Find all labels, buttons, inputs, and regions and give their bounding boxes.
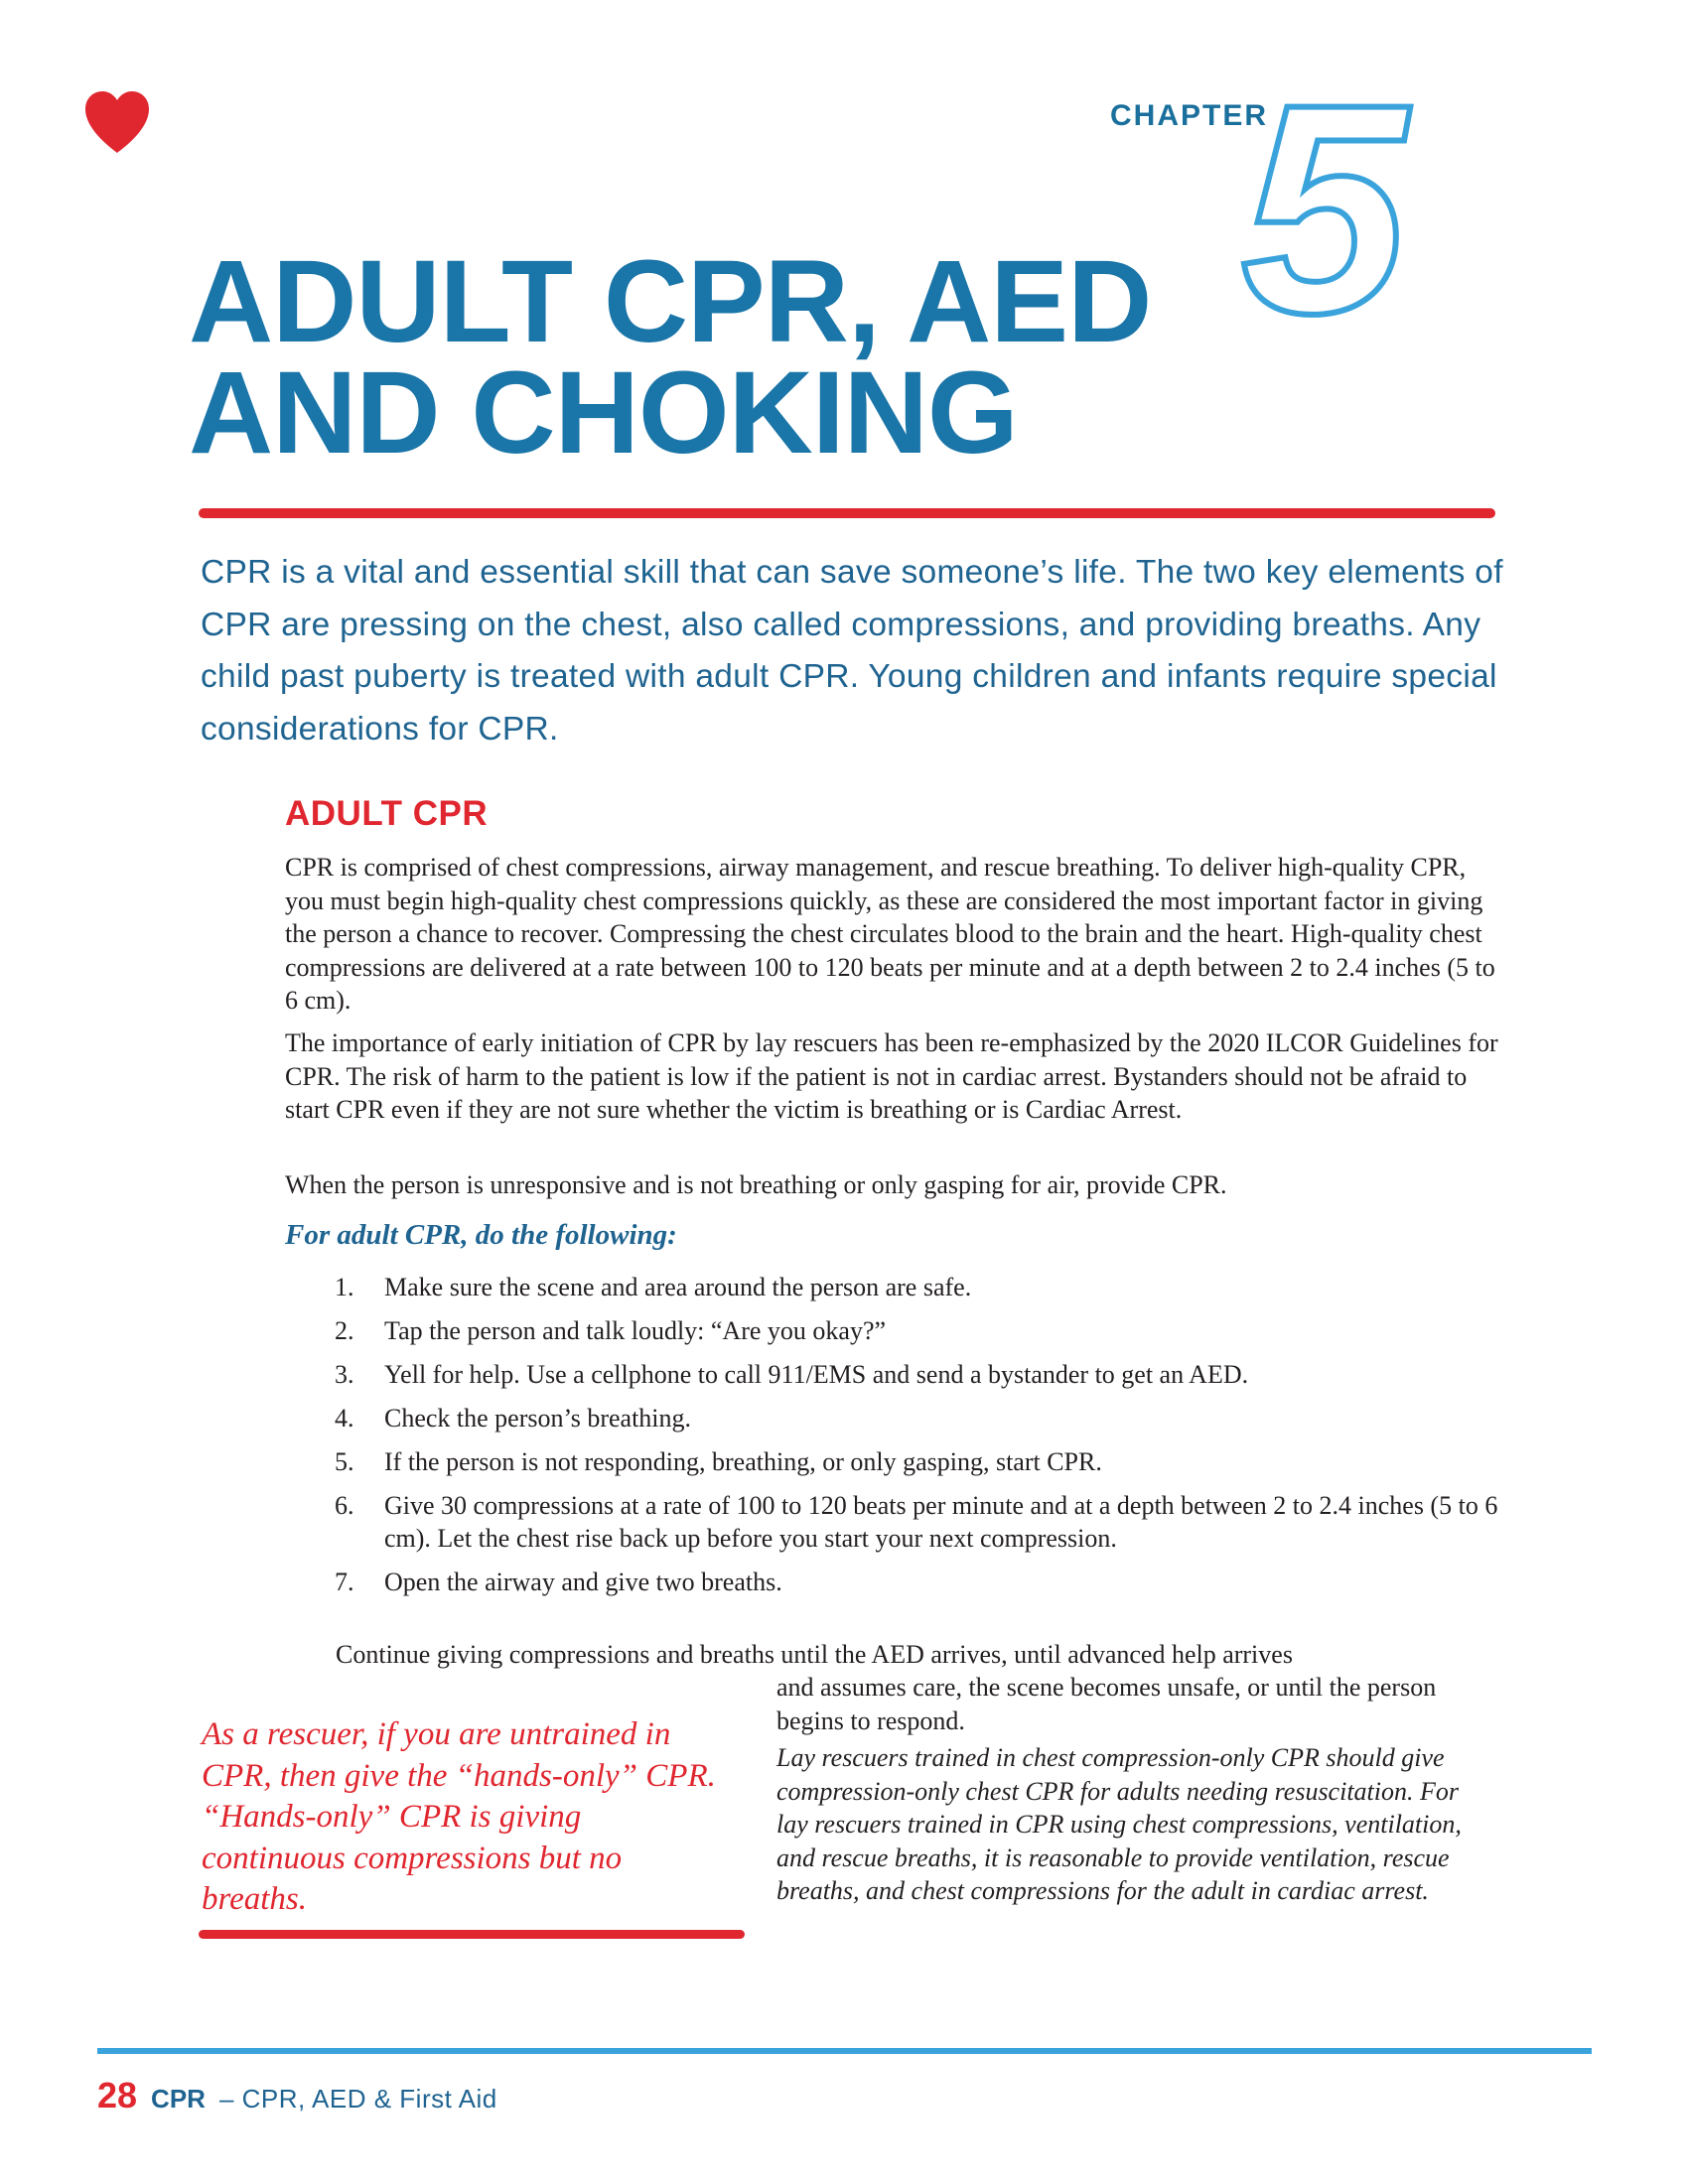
title-line-2: AND CHOKING	[189, 347, 1018, 478]
lay-rescuer-note: Lay rescuers trained in chest compression-only CPR should give compression-only chest CPR for adults needing resuscitation. For lay rescuers trained in CPR using chest compressions, ventilation, and rescue breaths, it is reasonable to provide ventilation, rescue breaths, and chest compressions for the adult in cardiac arrest.	[776, 1743, 1462, 1905]
list-item	[335, 1271, 1501, 1303]
step-number: 6.	[335, 1491, 354, 1520]
step-number: 4.	[335, 1404, 354, 1433]
step-text: Tap the person and talk loudly: “Are you okay?”	[384, 1316, 887, 1345]
callout-divider	[199, 1930, 745, 1939]
paragraph-3: When the person is unresponsive and is not breathing or only gasping for air, provide CPR.	[285, 1170, 1227, 1199]
chapter-number: 5	[1241, 42, 1407, 375]
title-divider	[199, 508, 1495, 518]
section-heading: ADULT CPR	[285, 794, 489, 833]
footer-brand: CPR	[151, 2084, 206, 2114]
footer-divider	[97, 2048, 1592, 2054]
heart-icon	[81, 89, 153, 155]
chapter-label: CHAPTER	[1110, 99, 1269, 132]
steps-heading: For adult CPR, do the following:	[285, 1219, 677, 1251]
list-item	[335, 1566, 1501, 1598]
intro-paragraph: CPR is a vital and essential skill that can save someone’s life. The two key elements of CPR are pressing on the chest, also called compressions, and providing breaths. Any child past puberty is treated with adult CPR. Young children and infants require special considerations for CPR.	[201, 554, 1503, 748]
page-footer	[97, 2075, 497, 2116]
list-item	[335, 1445, 1501, 1478]
paragraph-1: CPR is comprised of chest compressions, airway management, and rescue breathing. To deliver high-quality CPR, you must begin high-quality chest compressions quickly, as these are considered the most important factor in giving the person a chance to recover. Compressing the chest circulates blood to the brain and the heart. High-quality chest compressions are delivered at a rate between 100 to 120 beats per minute and at a depth between 2 to 2.4 inches (5 to 6 cm).	[285, 853, 1495, 1015]
step-number: 1.	[335, 1273, 354, 1301]
step-text: Make sure the scene and area around the person are safe.	[384, 1273, 972, 1301]
step-text: Open the airway and give two breaths.	[384, 1568, 782, 1596]
page-number: 28	[97, 2075, 138, 2116]
continue-paragraph-line-1: Continue giving compressions and breaths until the AED arrives, until advanced help arrives	[336, 1640, 1293, 1669]
page-title	[189, 236, 1152, 478]
step-number: 2.	[335, 1316, 354, 1345]
title-line-1: ADULT CPR, AED	[189, 236, 1152, 367]
list-item	[335, 1402, 1501, 1434]
steps-list	[335, 1271, 1501, 1609]
step-text: If the person is not responding, breathing, or only gasping, start CPR.	[384, 1447, 1102, 1476]
list-item	[335, 1489, 1501, 1555]
step-number: 3.	[335, 1360, 354, 1389]
step-number: 5.	[335, 1447, 354, 1476]
footer-subtitle: – CPR, AED & First Aid	[218, 2084, 497, 2114]
continue-paragraph-rest: and assumes care, the scene becomes unsafe, or until the person begins to respond.	[776, 1673, 1437, 1735]
step-text: Check the person’s breathing.	[384, 1404, 692, 1433]
hands-only-callout: As a rescuer, if you are untrained in CPR, then give the “hands-only” CPR. “Hands-only” CPR is giving continuous compressions but no breaths.	[202, 1716, 716, 1917]
list-item	[335, 1314, 1501, 1347]
list-item	[335, 1358, 1501, 1391]
step-number: 7.	[335, 1568, 354, 1596]
step-text: Give 30 compressions at a rate of 100 to 120 beats per minute and at a depth between 2 to 2.4 inches (5 to 6 cm). Let the chest rise back up before you start your next compression.	[384, 1491, 1498, 1553]
paragraph-2: The importance of early initiation of CPR by lay rescuers has been re-emphasized by the 2020 ILCOR Guidelines for CPR. The risk of harm to the patient is low if the patient is not in cardiac arrest. Bystanders should not be afraid to start CPR even if they are not sure whether the victim is breathing or is Cardiac Arrest.	[285, 1028, 1498, 1124]
step-text: Yell for help. Use a cellphone to call 911/EMS and send a bystander to get an AED.	[384, 1360, 1249, 1389]
